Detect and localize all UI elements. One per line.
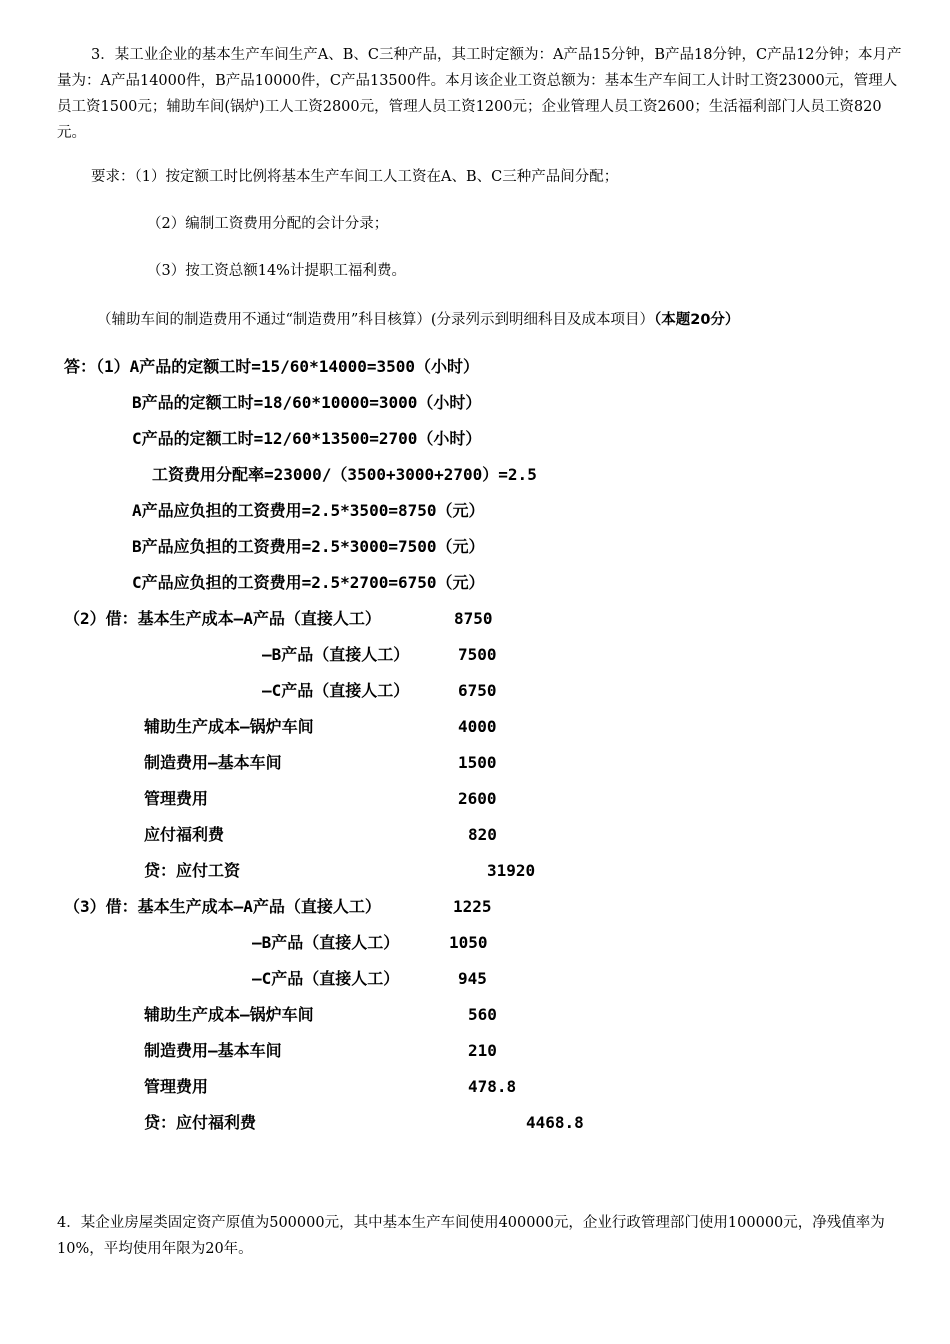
answer-line-4: 工资费用分配率=23000/（3500+3000+2700）=2.5	[152, 465, 537, 484]
journal2-amount-1: 8750	[454, 609, 493, 628]
journal2-line-7: 应付福利费	[144, 825, 225, 844]
answer-line-3: C产品的定额工时=12/60*13500=2700（小时）	[132, 429, 482, 448]
requirement-1: 要求：（1）按定额工时比例将基本生产车间工人工资在A、B、C三种产品间分配；	[91, 169, 619, 185]
journal2-amount-4: 4000	[458, 717, 497, 736]
journal3-amount-2: 1050	[449, 933, 488, 952]
journal2-line-5: 制造费用—基本车间	[144, 753, 282, 772]
note-text: （辅助车间的制造费用不通过“制造费用”科目核算）(分录列示到明细科目及成本项目）	[97, 312, 654, 328]
requirement-2: （2）编制工资费用分配的会计分录；	[147, 216, 389, 232]
journal3-amount-7: 4468.8	[526, 1113, 584, 1132]
journal2-amount-8: 31920	[487, 861, 536, 880]
journal3-line-5: 制造费用—基本车间	[144, 1041, 282, 1060]
journal2-amount-6: 2600	[458, 789, 497, 808]
journal3-line-4: 辅助生产成本—锅炉车间	[144, 1005, 314, 1024]
journal3-amount-3: 945	[458, 969, 487, 988]
answer-line-1: 答：（1）A产品的定额工时=15/60*14000=3500（小时）	[64, 357, 480, 376]
journal2-amount-2: 7500	[458, 645, 497, 664]
question-4-text: 4．某企业房屋类固定资产原值为500000元，其中基本生产车间使用400000元，企业行政管理部门使用100000元，净残值率为10%，平均使用年限为20年。	[57, 1215, 885, 1257]
journal2-line-3: —C产品（直接人工）	[262, 681, 410, 700]
answer-line-7: C产品应负担的工资费用=2.5*2700=6750（元）	[132, 573, 485, 592]
journal2-amount-3: 6750	[458, 681, 497, 700]
journal3-amount-1: 1225	[453, 897, 492, 916]
journal3-line-6: 管理费用	[144, 1077, 209, 1096]
journal2-amount-7: 820	[468, 825, 497, 844]
journal2-line-8: 贷：应付工资	[144, 861, 241, 880]
journal2-line-6: 管理费用	[144, 789, 209, 808]
journal2-line-4: 辅助生产成本—锅炉车间	[144, 717, 314, 736]
journal2-amount-5: 1500	[458, 753, 497, 772]
journal3-line-7: 贷：应付福利费	[144, 1113, 257, 1132]
journal3-amount-6: 478.8	[468, 1077, 517, 1096]
journal3-amount-5: 210	[468, 1041, 497, 1060]
question-3-text: 3．某工业企业的基本生产车间生产A、B、C三种产品，其工时定额为：A产品15分钟，B产品18分钟，C产品12分钟；本月产量为：A产品14000件，B产品10000件，C产品13500件。本月该企业工资总额为：基本生产车间工人计时工资23000元，管理人员工资1500元；辅助车间(锅炉)工人工资2800元，管理人员工资1200元；企业管理人员工资2600；生活福利部门人员工资820元。	[57, 47, 902, 141]
note-score: （本题20分）	[653, 312, 740, 328]
journal3-line-3: —C产品（直接人工）	[252, 969, 400, 988]
journal2-line-1: （2）借：基本生产成本—A产品（直接人工）	[64, 609, 381, 628]
journal3-line-2: —B产品（直接人工）	[252, 933, 400, 952]
requirement-3: （3）按工资总额14%计提职工福利费。	[147, 263, 406, 279]
journal3-amount-4: 560	[468, 1005, 497, 1024]
question-3-note	[97, 308, 739, 329]
answer-line-6: B产品应负担的工资费用=2.5*3000=7500（元）	[132, 537, 485, 556]
answer-line-2: B产品的定额工时=18/60*10000=3000（小时）	[132, 393, 482, 412]
journal2-line-2: —B产品（直接人工）	[262, 645, 410, 664]
answer-line-5: A产品应负担的工资费用=2.5*3500=8750（元）	[132, 501, 485, 520]
journal3-line-1: （3）借：基本生产成本—A产品（直接人工）	[64, 897, 381, 916]
